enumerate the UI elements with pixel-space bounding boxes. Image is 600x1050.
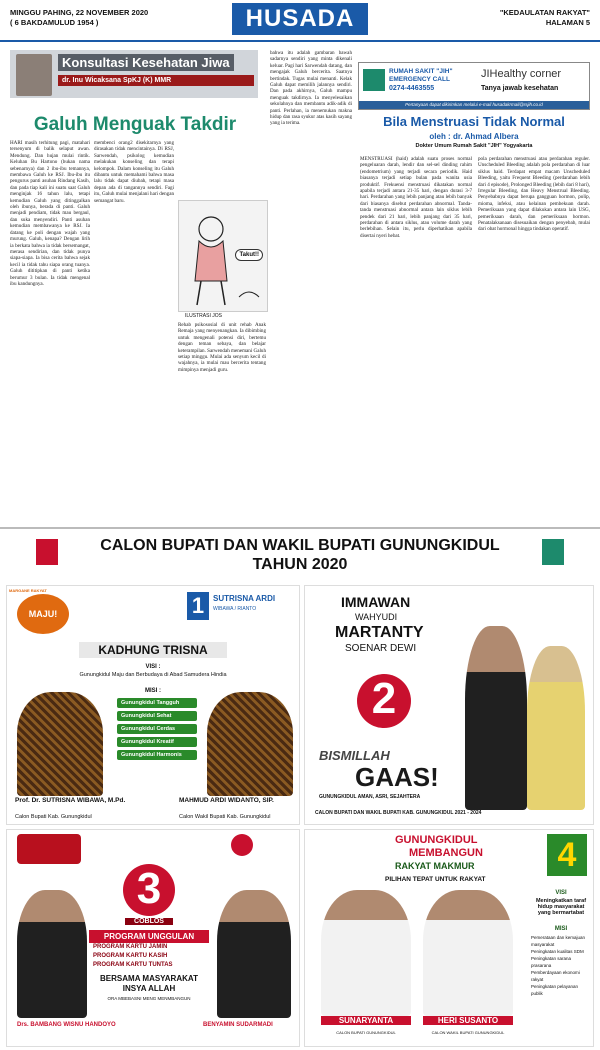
corner-tagline: Tanya jawab kesehatan xyxy=(481,85,559,92)
c3-running-mate-photo xyxy=(217,890,291,1018)
article-column-1: HARI masih terhitung pagi, matahari tersenyum di balik selaput awan. Mendung. Dan hujan mulai rintik. Keluhan Bu Hartono (bukan nama sebenarnya) dan 2 ibu-ibu temannya, membawa Galuh ke RSJ. Ibu-ibu itu pengurus panti asuhan Rindang Kasih, dan pada tiap kali ini suatu saat Galuh menginjak 16 tahun lalu, tetapi kemudian Galuh yang ditinggalkan oleh ibunya, berada di panti. Galuh menjadi pendiam, tidak mau bergaul, dan suka menyendiri. Panti asuhan kemudian membawanya ke RSJ. Ia datang ke poli dengan wajah yang murung. Galuh, kenapa? Dengan lirih ia berkata bahwa ia tidak bersemangat, merasa sendirian, dan tidak punya siapa-siapa. Ia bisa cerita bahwa sejak kecil ia tidak tahu siapa orang tuanya. Galuh dititipkan di panti ketika berumur 3 bulan. Ia tidak mengenal ibu kandungnya. xyxy=(10,140,90,287)
rubric-author: dr. Inu Wicaksana SpKJ (K) MMR xyxy=(58,75,254,86)
election-advertisement xyxy=(0,527,600,1050)
hospital-phone: 0274-4463555 xyxy=(389,85,435,92)
c3-motto2: INSYA ALLAH xyxy=(122,984,176,993)
rubric-banner xyxy=(10,50,258,98)
right-column-1: MENSTRUASI (haid) adalah suatu proses normal pengeluaran darah, lendir dan sel-sel dinding rahim (endometrium) yang terjadi secara periodik. Haid biasanya terjadi setiap bulan pada wanita usia produktif. Frekuensi menstruasi dikatakan normal apabila terjadi antara 21-35 hari, dengan durasi 3-7 hari. Perdarahan yang lebih panjang atau lebih banyak dari biasanya disebut perdarahan abnormal. Tanda-tanda menstruasi abnormal antara lain siklus lebih pendek dari 21 hari, lebih panjang dari 35 hari, perdarahan di antara siklus, atau volume darah yang berlebihan. Selain itu, perlu diperhatikan apabila disertai nyeri hebat. xyxy=(360,156,472,239)
c4-slogan1: GUNUNGKIDUL xyxy=(395,834,478,846)
c3-program-title: PROGRAM UNGGULAN xyxy=(89,930,209,943)
c1-misi-item: Gunungkidul Sehat xyxy=(117,711,197,721)
c2-cap: CALON BUPATI DAN WAKIL BUPATI KAB. GUNUNGKIDUL 2021 - 2024 xyxy=(315,810,482,816)
c2-line4: SOENAR DEWI xyxy=(345,643,417,654)
ad-year: TAHUN 2020 xyxy=(252,556,348,573)
right-author: oleh : dr. Ahmad Albera xyxy=(429,132,519,141)
masthead-title: HUSADA xyxy=(232,3,368,35)
illustration-caption: ILUSTRASI JOS xyxy=(185,313,222,319)
c4-misi-list xyxy=(531,934,591,997)
c4-running-mate-photo xyxy=(423,890,513,1016)
c1-number: 1 xyxy=(187,592,209,620)
c2-line1: IMMAWAN xyxy=(341,594,411,610)
c1-ticket-sub: WIBAWA / RIANTO xyxy=(213,606,257,612)
c1-misi-item: Gunungkidul Harmonis xyxy=(117,750,197,760)
candidate-2-panel xyxy=(304,585,594,825)
c4-misi-item: Pemerataan dan kemajuan masyarakat xyxy=(531,935,586,947)
pdip-logo-icon xyxy=(231,834,253,856)
c4-candidate-photo xyxy=(321,890,411,1016)
right-column-2: pola perdarahan menstruasi atau perdarahan reguler. Unscheduled Bleeding adalah pola perdarahan di luar siklus haid. Terdapat empat macam Unscheduled Bleeding, yaitu Frequent Bleeding (perdarahan lebih dari 4 episode), Prolonged Bleeding (lebih dari 8 hari), Irregular Bleeding, dan Heavy Menstrual Bleeding. Penyebabnya dapat berupa gangguan hormon, polip, mioma, infeksi, atau kelainan pembekuan darah. Pemeriksaan yang dapat dilakukan antara lain USG, pemeriksaan darah, dan pemeriksaan hormon. Penatalaksanaan disesuaikan dengan penyebab, mulai dari obat hormonal hingga tindakan operatif. xyxy=(478,156,590,233)
c4-cap1: CALON BUPATI GUNUNGKIDUL xyxy=(336,1030,396,1035)
c1-slogan: MAJU! xyxy=(17,594,69,634)
c3-motto3: ORA MBEBASNI MENG MENMBANGUN xyxy=(107,996,191,1001)
c2-gaas: GAAS! xyxy=(355,762,439,792)
c3-program-item: PROGRAM KARTU JAMIN xyxy=(93,944,168,950)
c3-name2: BENYAMIN SUDARMADI xyxy=(203,1022,273,1028)
c4-visi: Meningkatkan taraf hidup masyarakat yang bermartabat xyxy=(535,898,587,916)
c3-motto1: BERSAMA MASYARAKAT xyxy=(100,974,198,983)
c1-cap1: Calon Bupati Kab. Gunungkidul xyxy=(15,814,92,820)
hospital-name-line: RUMAH SAKIT "JIH" xyxy=(389,68,453,75)
masthead-page xyxy=(500,8,590,28)
c2-line3: MARTANTY xyxy=(335,624,424,641)
c1-cap2: Calon Wakil Bupati Kab. Gunungkidul xyxy=(179,814,271,820)
article-column-3: Rehab psikososial di unit rehab Anak Remaja yang menyenangkan. Ia dibimbing untuk mengenali potensi diri, bertemu dengan teman sebaya, dan belajar keterampilan. Sarwendah menemani Galuh setiap minggu. Mulai ada senyum kecil di wajahnya, ia mulai mau bercerita tentang mimpinya menjadi guru. xyxy=(178,322,266,373)
c3-candidate-photo xyxy=(17,890,87,1018)
c1-tag: MARGANE RAKYAT xyxy=(9,588,47,593)
hospital-logo-icon xyxy=(363,69,385,91)
hospital-box xyxy=(358,62,590,110)
c4-name1: SUNARYANTA xyxy=(321,1016,411,1025)
c3-name1: Drs. BAMBANG WISNU HANDOYO xyxy=(17,1022,116,1028)
c3-coblos: COBLOS xyxy=(125,918,173,925)
c4-number: 4 xyxy=(547,834,587,876)
c3-number: 3 xyxy=(123,864,175,916)
c1-misi-label: MISI : xyxy=(145,688,161,694)
c2-gaas-sub: GUNUNGKIDUL AMAN, ASRI, SEJAHTERA xyxy=(319,794,421,800)
c4-misi-item: Peningkatan pelayanan publik xyxy=(531,984,579,996)
c1-visi-label: VISI : xyxy=(145,664,161,670)
candidate-3-panel xyxy=(6,829,300,1047)
corner-title: JIHealthy corner xyxy=(481,68,562,80)
c4-misi-label: MISI xyxy=(554,926,568,932)
c3-program-item: PROGRAM KARTU TUNTAS xyxy=(93,962,173,968)
c1-misi-item: Gunungkidul Kreatif xyxy=(117,737,197,747)
c2-candidate-photo xyxy=(465,626,527,810)
ad-title: CALON BUPATI DAN WAKIL BUPATI GUNUNGKIDUL xyxy=(100,537,500,554)
c1-candidate-photo xyxy=(17,692,103,796)
c2-line2: WAHYUDI xyxy=(355,612,398,622)
c4-visi-label: VISI xyxy=(555,890,567,896)
hospital-name xyxy=(389,68,453,84)
c1-banner: KADHUNG TRISNA xyxy=(79,642,227,658)
article-column-4: bahwa itu adalah gambaran bawah sadarnya sendiri yang minta dikenali keluar. Pagi hari Sarwendah datang, dan mengajak Galuh bercerita. Saatnya bertindak. Tugas mulai menanti. Kelak Galuh dapat memilih jalannya sendiri. Dan pada akhirnya, Galuh mampu menguak takdirnya. Ia menyelesaikan sekolahnya dan membantu adik-adik di panti. Perlahan, ia menemukan makna hidup dan rasa syukur atas kasih sayang yang ia terima. xyxy=(270,50,352,127)
c2-number: 2 xyxy=(357,674,411,728)
regency-logo-icon xyxy=(542,539,564,565)
author-photo xyxy=(16,54,52,96)
candidate-1-panel xyxy=(6,585,300,825)
c1-ticket: SUTRISNA ARDI xyxy=(213,594,276,603)
c4-misi-item: Peningkatan kualitas SDM xyxy=(531,949,584,954)
submission-note: Pertanyaan dapat dikirimkan melalui e-mail husadakrmail@rsjih.co.id xyxy=(359,101,589,109)
illustration xyxy=(178,200,268,312)
c1-name2: MAHMUD ARDI WIDANTO, SIP. xyxy=(179,797,274,804)
right-author-affiliation: Dokter Umum Rumah Sakit "JIH" Yogyakarta xyxy=(415,143,533,149)
candidate-4-panel xyxy=(304,829,594,1047)
page-number: HALAMAN 5 xyxy=(545,18,590,27)
c2-bismillah: BISMILLAH xyxy=(319,748,390,763)
rubric-title: Konsultasi Kesehatan Jiwa xyxy=(58,54,234,71)
c3-logo-icon xyxy=(17,834,81,864)
masthead xyxy=(0,0,600,42)
c1-visi: Gunungkidul Maju dan Berbudaya di Abad Samudera Hindia xyxy=(79,672,227,678)
c1-misi-item: Gunungkidul Cerdas xyxy=(117,724,197,734)
speech-bubble: Takut!! xyxy=(235,249,263,261)
right-headline: Bila Menstruasi Tidak Normal xyxy=(383,114,565,129)
article-column-2: membenci orang2 disekitarnya yang dirasakan tidak mencintainya. Di RSJ, Sarwendah, psikolog kemudian melakukan konseling dan terapi kelompok. Dalam konseling itu Galuh dibantu untuk memahami bahwa masa lalu tidak dapat diubah, tetapi masa depan ada di tangannya sendiri. Fagi itu, Galuh mulai menjalani hari dengan semangat baru. xyxy=(94,140,174,204)
c4-misi-item: Peningkatan sarana prasarana xyxy=(531,956,572,968)
c4-name2: HERI SUSANTO xyxy=(423,1016,513,1025)
kpu-logo-icon xyxy=(36,539,58,565)
article-headline: Galuh Menguak Takdir xyxy=(33,114,237,135)
c4-tagline: PILIHAN TEPAT UNTUK RAKYAT xyxy=(385,876,486,883)
c4-misi-item: Pemberdayaan ekonomi rakyat xyxy=(531,970,580,982)
emergency-label: EMERGENCY CALL xyxy=(389,76,450,83)
c2-running-mate-photo xyxy=(527,646,585,810)
date-line: MINGGU PAHING, 22 NOVEMBER 2020 xyxy=(10,8,149,17)
issue-line: ( 6 BAKDAMULUD 1954 ) xyxy=(10,18,99,27)
masthead-date xyxy=(10,8,148,28)
c1-name1: Prof. Dr. SUTRISNA WIBAWA, M.Pd. xyxy=(15,797,126,804)
c3-program-item: PROGRAM KARTU KASIH xyxy=(93,953,168,959)
c4-cap2: CALON WAKIL BUPATI GUNUNGKIDUL xyxy=(431,1030,505,1035)
motto: "KEDAULATAN RAKYAT" xyxy=(499,8,590,17)
c4-slogan3: RAKYAT MAKMUR xyxy=(395,861,475,871)
c1-misi-item: Gunungkidul Tangguh xyxy=(117,698,197,708)
c1-running-mate-photo xyxy=(207,692,293,796)
c4-slogan2: MEMBANGUN xyxy=(409,847,483,859)
